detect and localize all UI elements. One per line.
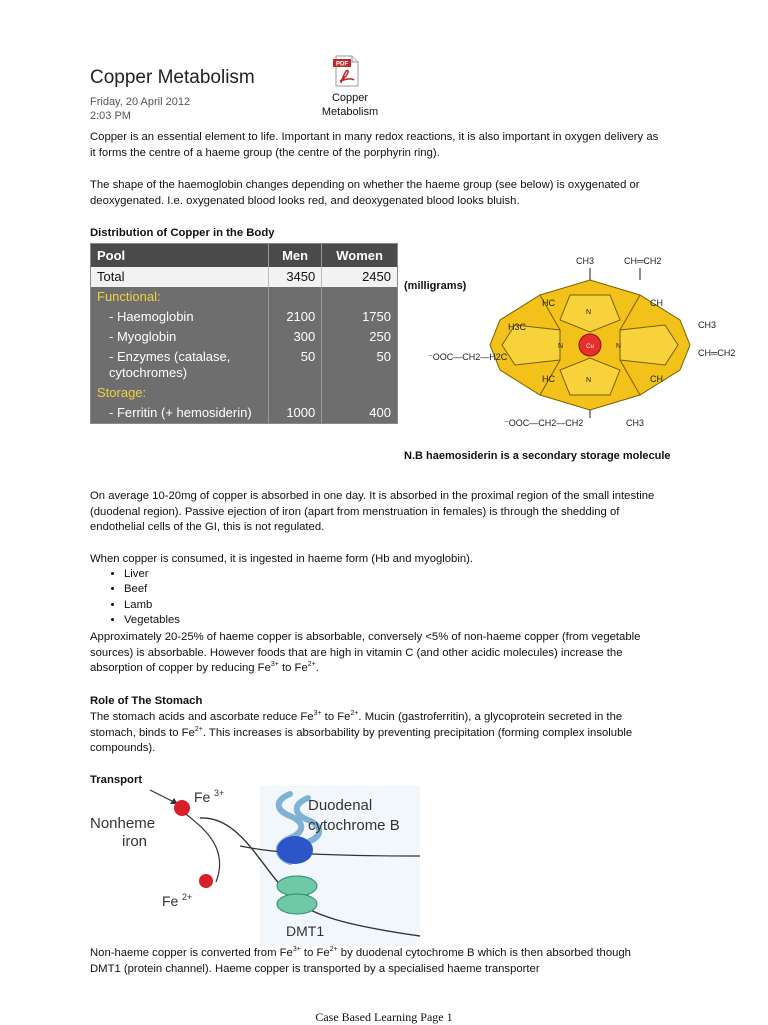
absorption-paragraph: On average 10-20mg of copper is absorbed in one day. It is absorbed in the proximal region of the small intestine (duodenal region). Passive ejection of iron (apart from menstruation in females) is through the shedding of endothelial cells of the GI, this is not regulated. [90, 490, 655, 534]
cell-men: 1000 [268, 403, 321, 423]
cell-women: 250 [369, 329, 391, 344]
superscript: 2+ [329, 946, 338, 954]
text-run: . This increases is absorbability by preventing precipitation (forming complex insoluble compounds). [90, 726, 633, 755]
text-run: to Fe [278, 662, 308, 675]
text-run: by duodenal cytochrome B which is then absorbed though DMT1 (protein channel). Haeme copper is transported by a specialised haeme transporter [90, 947, 631, 975]
attachment-label-line1: Copper [331, 92, 369, 104]
superscript: 3+ [270, 661, 279, 669]
page-time: 2:03 PM [90, 110, 131, 122]
cell-men: 50 [268, 347, 321, 383]
sub-ch-br: CH [650, 374, 663, 384]
distribution-heading: Distribution of Copper in the Body [90, 227, 275, 239]
haemosiderin-note: N.B haemosiderin is a secondary storage molecule [404, 450, 671, 462]
cell-women: 50 [376, 349, 391, 364]
duodenal-label: Duodenal [308, 797, 373, 814]
sub-ch3-right: CH3 [698, 320, 717, 330]
table-row-storage-header [91, 383, 397, 403]
sub-ch3-bottom: CH3 [626, 418, 645, 428]
table-row-total [91, 267, 397, 287]
intro-paragraph-1: Copper is an essential element to life. Important in many redox reactions, it is also important in oxygen delivery as it forms the centre of a haeme group (the centre of the porphyrin ring). [90, 131, 659, 159]
nonheme-label: Nonheme [90, 815, 156, 832]
transport-diagram [90, 786, 420, 946]
sub-hc-bl: HC [542, 374, 555, 384]
table-row-functional-header [91, 287, 397, 307]
table-row [91, 347, 397, 383]
pdf-file-icon[interactable] [332, 55, 362, 87]
n-label: N [586, 377, 592, 384]
table-row [91, 307, 397, 327]
list-item: • Liver [124, 567, 180, 582]
fe2-label: Fe [162, 893, 179, 909]
sub-propionate-2: ⁻OOC—CH2—CH2 [504, 418, 584, 428]
cell-women: 2450 [322, 267, 397, 287]
n-label: N [586, 309, 592, 316]
superscript: 3+ [313, 710, 322, 718]
col-pool: Pool [91, 244, 268, 267]
fe3-sup: 3+ [214, 788, 225, 798]
cell-label: - Ferritin (+ hemosiderin) [91, 403, 268, 423]
superscript: 3+ [292, 946, 301, 954]
cell-label: - Myoglobin [91, 327, 268, 347]
col-women: Women [322, 244, 397, 267]
section-functional: Functional: [91, 287, 268, 307]
haeme-molecule-diagram [420, 250, 760, 440]
text-run: . Mucin (gastroferritin), a glycoprotein secreted in the stomach, binds to Fe [90, 711, 623, 739]
section-storage: Storage: [91, 383, 268, 403]
attachment-label[interactable] [300, 91, 400, 119]
sub-h3c: H3C [508, 322, 527, 332]
copper-distribution-table [90, 243, 398, 424]
transport-paragraph [90, 946, 662, 977]
stomach-paragraph [90, 710, 662, 757]
iron-label: iron [122, 833, 148, 850]
page-title: Copper Metabolism [90, 67, 255, 88]
sub-top-left: CH3 [576, 256, 595, 266]
superscript: 2+ [194, 725, 203, 733]
text-run: Non-haeme copper is converted from Fe [90, 947, 293, 959]
col-men: Men [268, 244, 321, 267]
list-item: • Lamb [124, 598, 180, 613]
text-run: Approximately 20-25% of haeme copper is absorbable, conversely <5% of non-haeme copper (from vegetable sources) is absorbable. However foods that are high in vitamin C (and other acidic molecules) increase the absorption of copper by reducing Fe [90, 631, 641, 675]
cell-women: 1750 [362, 309, 391, 324]
list-item: • Vegetables [124, 613, 180, 628]
sub-vinyl-right: CH═CH2 [698, 348, 736, 358]
n-label: N [558, 343, 564, 350]
cytochrome-label: cytochrome B [308, 817, 400, 834]
list-item: • Beef [124, 582, 180, 597]
stomach-heading: Role of The Stomach [90, 695, 203, 707]
text-run: The stomach acids and ascorbate reduce Fe [90, 711, 314, 723]
ingestion-paragraph: When copper is consumed, it is ingested in haeme form (Hb and myoglobin). [90, 553, 474, 565]
intro-paragraph-2: The shape of the haemoglobin changes depending on whether the haeme group (see below) is oxygenated or deoxygenated. I.e. oxygenated blood looks red, and deoxygenated blood looks bluish. [90, 179, 640, 207]
cell-label: - Haemoglobin [91, 307, 268, 327]
pdf-badge: PDF [336, 61, 348, 68]
cell-women: 400 [369, 405, 391, 420]
sub-propionate-1: ⁻OOC—CH2—H2C [428, 352, 508, 362]
table-row [91, 327, 397, 347]
text-run: . [315, 662, 319, 675]
sub-top-right: CH═CH2 [624, 256, 662, 266]
sub-ch-tr: CH [650, 298, 663, 308]
units-label: (milligrams) [404, 280, 467, 292]
text-run: to Fe [300, 947, 330, 959]
cell-men: 2100 [268, 307, 321, 327]
cell-men: 300 [268, 327, 321, 347]
sub-hc-tl: HC [542, 298, 555, 308]
dmt1-label: DMT1 [286, 923, 325, 939]
superscript: 2+ [307, 661, 316, 669]
table-row [91, 403, 397, 423]
fe3-label: Fe [194, 789, 211, 805]
cell-men: 3450 [268, 267, 321, 287]
cell-label: - Enzymes (catalase, cytochromes) [91, 347, 268, 383]
transport-heading: Transport [90, 774, 143, 786]
superscript: 2+ [350, 710, 359, 718]
food-list [104, 567, 180, 628]
n-label: N [616, 343, 622, 350]
fe2-sup: 2+ [182, 892, 193, 902]
page-footer: Case Based Learning Page 1 [315, 1010, 453, 1024]
page-date: Friday, 20 April 2012 [90, 96, 191, 108]
center-atom: Cu [586, 344, 594, 350]
text-run: to Fe [321, 711, 351, 723]
attachment-label-line2: Metabolism [321, 106, 379, 118]
cell-label: Total [91, 267, 268, 287]
absorbability-paragraph [90, 630, 662, 677]
